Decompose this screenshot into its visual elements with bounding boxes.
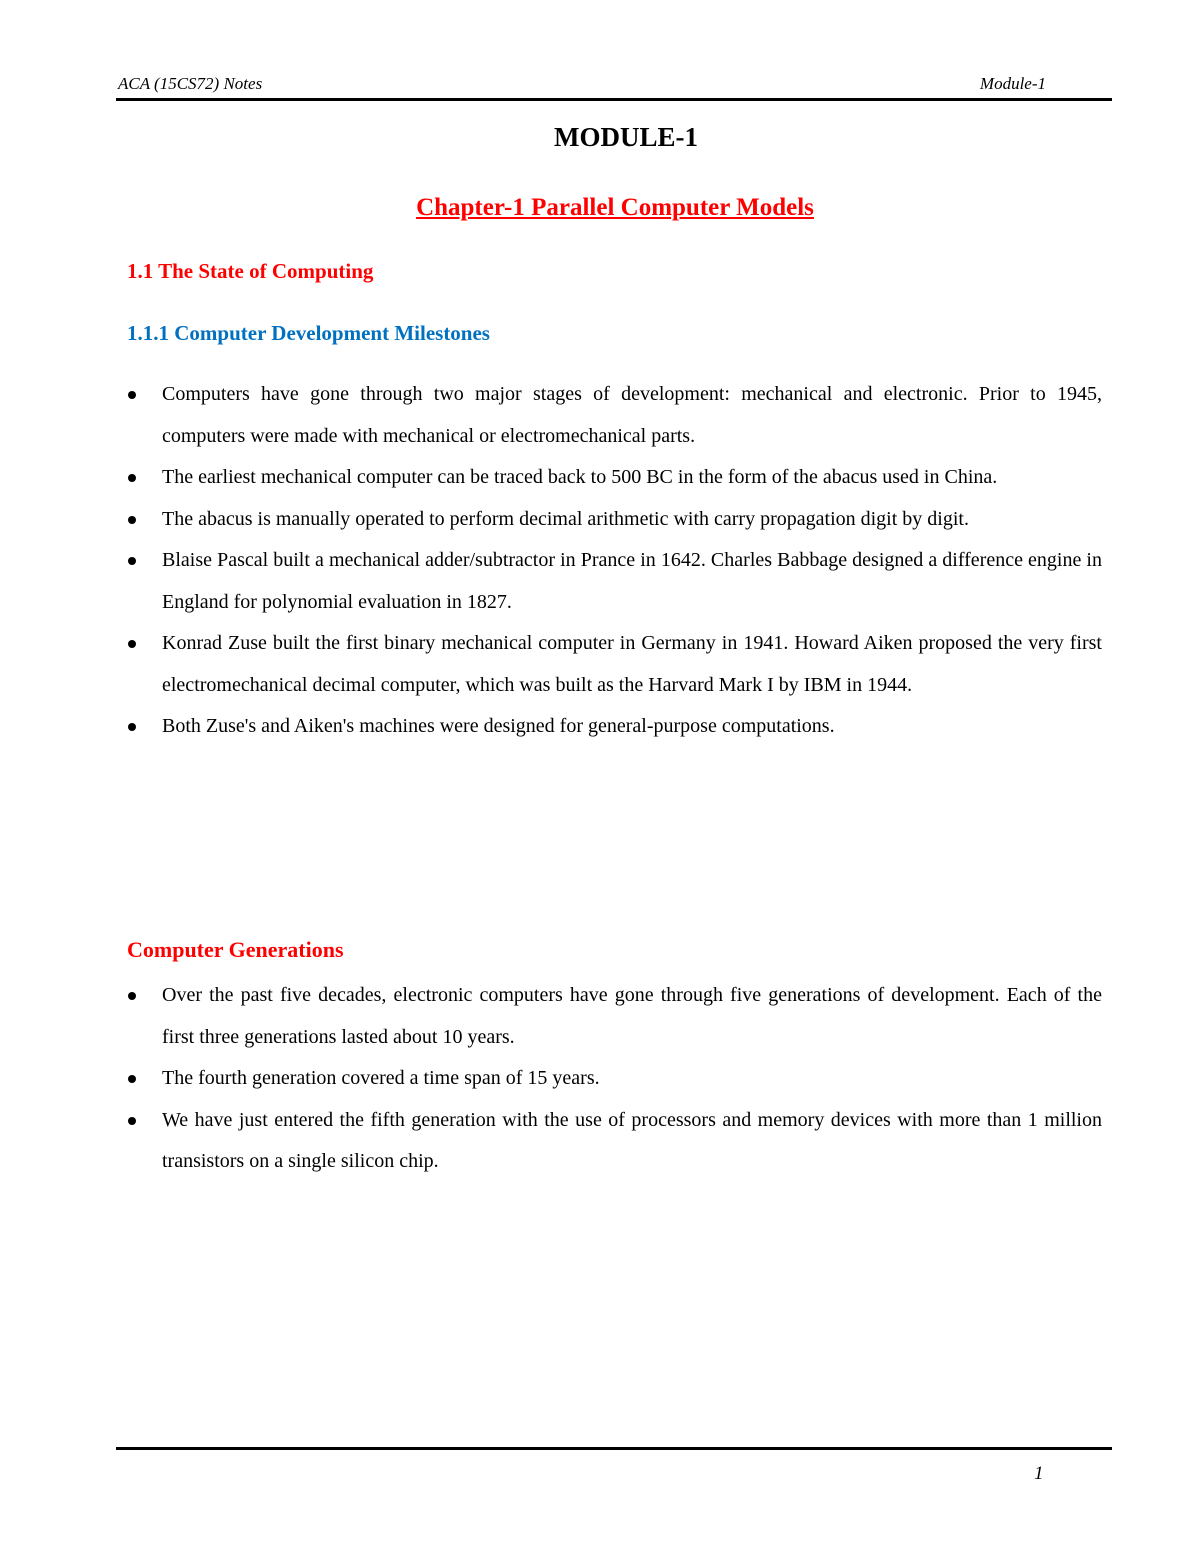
list-item xyxy=(127,1100,1102,1183)
bullet-icon xyxy=(127,1058,139,1100)
header-module-label: Module-1 xyxy=(979,74,1046,93)
generations-list xyxy=(127,975,1102,1183)
list-item xyxy=(127,457,1102,499)
list-item-text: Both Zuse's and Aiken's machines were designed for general-purpose computations. xyxy=(162,715,835,737)
list-item xyxy=(127,499,1102,541)
bullet-icon xyxy=(127,457,139,499)
module-title: MODULE-1 xyxy=(554,122,698,152)
list-item xyxy=(127,1058,1102,1100)
bullet-icon xyxy=(127,975,139,1017)
section-heading-computer-generations: Computer Generations xyxy=(127,937,344,962)
list-item-text: The abacus is manually operated to perform decimal arithmetic with carry propagation digit by digit. xyxy=(162,507,969,530)
section-heading-1-1-1: 1.1.1 Computer Development Milestones xyxy=(127,321,490,345)
list-item-text: Konrad Zuse built the first binary mechanical computer in Germany in 1941. Howard Aiken proposed the very first electromechanical decimal computer, which was built as the Harvard Mark I by IBM in 1944. xyxy=(162,632,1102,696)
header-course-title: ACA (15CS72) Notes xyxy=(118,74,263,93)
list-item-text: We have just entered the fifth generation with the use of processors and memory devices with more than 1 million transistors on a single silicon chip. xyxy=(162,1108,1102,1172)
header-divider xyxy=(116,98,1112,101)
list-item-text: The fourth generation covered a time span of 15 years. xyxy=(162,1067,600,1089)
bullet-icon xyxy=(127,374,139,416)
footer-divider xyxy=(116,1447,1112,1450)
milestones-list xyxy=(127,374,1102,748)
chapter-title: Chapter-1 Parallel Computer Models xyxy=(416,194,814,221)
bullet-icon xyxy=(127,623,139,665)
bullet-icon xyxy=(127,499,139,541)
bullet-icon xyxy=(127,706,139,748)
bullet-icon xyxy=(127,540,139,582)
list-item xyxy=(127,706,1102,748)
list-item xyxy=(127,540,1102,623)
bullet-icon xyxy=(127,1100,139,1142)
list-item xyxy=(127,623,1102,706)
list-item-text: The earliest mechanical computer can be traced back to 500 BC in the form of the abacus used in China. xyxy=(162,466,998,488)
list-item xyxy=(127,374,1102,457)
list-item xyxy=(127,975,1102,1058)
page-header xyxy=(116,74,1110,96)
section-heading-1-1: 1.1 The State of Computing xyxy=(127,259,374,283)
page-number: 1 xyxy=(1034,1463,1044,1484)
list-item-text: Computers have gone through two major stages of development: mechanical and electronic. Prior to 1945, computers were made with mechanical or electromechanical parts. xyxy=(162,383,1102,447)
list-item-text: Over the past five decades, electronic computers have gone through five generations of development. Each of the first three generations lasted about 10 years. xyxy=(162,984,1102,1048)
list-item-text: Blaise Pascal built a mechanical adder/subtractor in Prance in 1642. Charles Babbage designed a difference engine in England for polynomial evaluation in 1827. xyxy=(162,549,1102,613)
